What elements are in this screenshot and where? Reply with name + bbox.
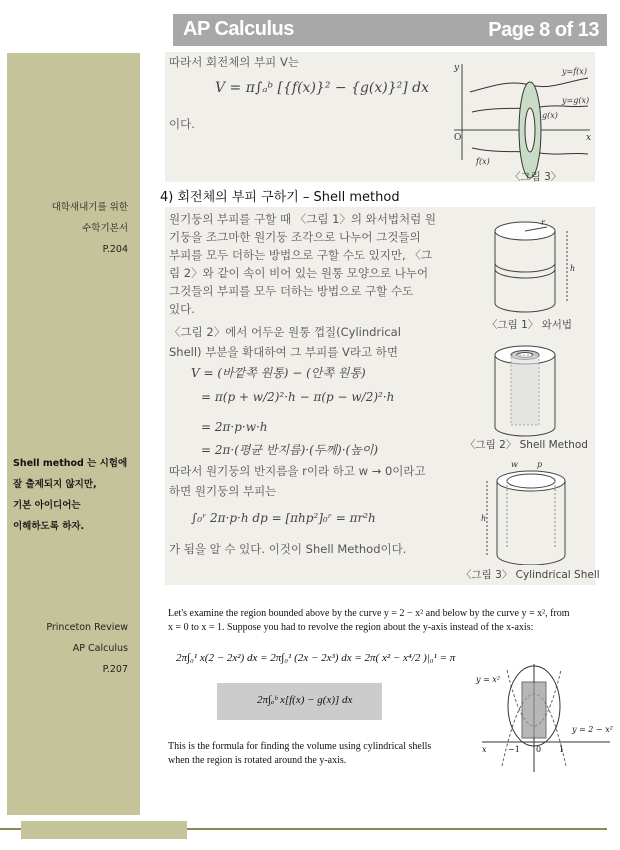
region-revolution-graph	[472, 662, 614, 774]
text-line: 이다.	[169, 117, 195, 131]
equation-line: = π(p + w/2)²·h − π(p − w/2)²·h	[201, 390, 395, 404]
text-line: 가 됨을 알 수 있다. 이것이 Shell Method이다.	[169, 542, 407, 556]
english-text-line: This is the formula for finding the volume using cylindrical shells	[168, 741, 432, 752]
tick-label: −1	[508, 745, 520, 754]
sidebar-note-tip: Shell method 는 시험에 잘 출제되지 않지만, 기본 아이디어는 이해하도록 하자.	[13, 458, 128, 532]
text-line: 따라서 회전체의 부피 V는	[169, 55, 299, 69]
text-line: 〈그림 2〉에서 어두운 원통 껍질(Cylindrical	[169, 325, 401, 339]
text-line: 원기둥의 부피를 구할 때 〈그림 1〉의 와서법처럼 원	[169, 212, 436, 226]
section-title: 4) 회전체의 부피 구하기 – Shell method	[160, 190, 400, 205]
text-line: 림 2〉와 같이 속이 비어 있는 원통 모양으로 나누어	[169, 266, 429, 280]
curve-label-lower: y = x²	[476, 675, 501, 684]
figure-1-washer-cylinder	[475, 215, 585, 315]
height-label: h	[481, 514, 487, 523]
curve-label-g: y=g(x)	[562, 96, 590, 105]
figure-2-caption: 〈그림 2〉 Shell Method	[465, 439, 588, 451]
shell-formula-box	[217, 683, 382, 720]
figure-1-caption: 〈그림 1〉 와서법	[487, 319, 573, 331]
english-text-line: Let's examine the region bounded above by the curve y = 2 − x² and below by the curve y = x², from	[168, 608, 570, 619]
text-line: Shell) 부분을 확대하여 그 부피를 V라고 하면	[169, 345, 398, 359]
sidebar-note-reference-2: Princeton Review AP Calculus P.207	[46, 622, 128, 675]
tick-label: 1	[559, 745, 565, 754]
text-line: 따라서 원기둥의 반지름을 r이라 하고 w → 0이라고	[169, 464, 426, 478]
text-line: 하면 원기둥의 부피는	[169, 484, 277, 498]
shell-formula: 2π∫ₐᵇ x[f(x) − g(x)] dx	[257, 694, 353, 706]
equation-line: V = (바깥쪽 원통) − (안쪽 원통)	[191, 366, 366, 380]
shell-volume-equation: 2π∫₀¹ x(2 − 2x²) dx = 2π∫₀¹ (2x − 2x³) dx = 2π( x² − x⁴/2 )|₀¹ = π	[176, 652, 456, 664]
tick-label: 0	[536, 745, 542, 754]
english-text-line: x = 0 to x = 1. Suppose you had to revolve the region about the y-axis instead of the x-axis:	[168, 622, 534, 633]
radius-label-g: g(x)	[542, 111, 558, 120]
radius-label-f: f(x)	[476, 157, 490, 166]
sidebar-note-reference-1: 대학새내기를 위한 수학기본서 P.204	[51, 202, 128, 255]
origin-label: O	[454, 133, 462, 143]
equation-line: = 2π·(평균 반지름)·(두께)·(높이)	[201, 443, 379, 457]
sidebar	[7, 53, 140, 815]
header-bar	[173, 14, 607, 46]
text-line: 기둥을 조그마한 원기둥 조각으로 나누어 그것들의	[169, 230, 421, 244]
radius-label: r	[541, 218, 545, 227]
integral-equation: ∫₀ʳ 2π·p·h dp = [πhp²]₀ʳ = πr²h	[191, 511, 376, 525]
text-line: 그것들의 부피를 모두 더하는 방법으로 구할 수도	[169, 284, 414, 298]
header-title: AP Calculus	[183, 18, 294, 40]
axis-label-x: x	[586, 133, 592, 143]
equation-line: = 2π·p·w·h	[201, 420, 268, 434]
footer-tab	[21, 821, 187, 839]
axis-label-y: y	[454, 63, 460, 73]
scanned-excerpt-disk-method	[165, 52, 595, 182]
figure-3-revolution-diagram	[450, 60, 595, 182]
text-line: 부피를 모두 더하는 방법으로 구할 수도 있지만, 〈그	[169, 248, 432, 262]
volume-formula: V = π∫ₐᵇ [{f(x)}² − {g(x)}²] dx	[215, 80, 430, 96]
curve-label-f: y=f(x)	[562, 67, 587, 76]
mean-radius-label: p	[537, 460, 543, 469]
curve-label-upper: y = 2 − x²	[572, 725, 613, 734]
figure-2-shell-cylinder	[480, 339, 580, 437]
thickness-label: w	[511, 460, 518, 469]
figure-3-caption: 〈그림 3〉	[510, 171, 562, 183]
page-indicator: Page 8 of 13	[488, 19, 599, 41]
english-text-line: when the region is rotated around the y-axis.	[168, 755, 347, 766]
axis-label-x: x	[482, 745, 487, 754]
scanned-excerpt-shell-method	[165, 207, 600, 585]
height-label: h	[570, 264, 576, 273]
figure-3-caption: 〈그림 3〉 Cylindrical Shell	[461, 569, 600, 581]
figure-3-cylindrical-shell	[481, 459, 581, 565]
text-line: 있다.	[169, 302, 195, 316]
